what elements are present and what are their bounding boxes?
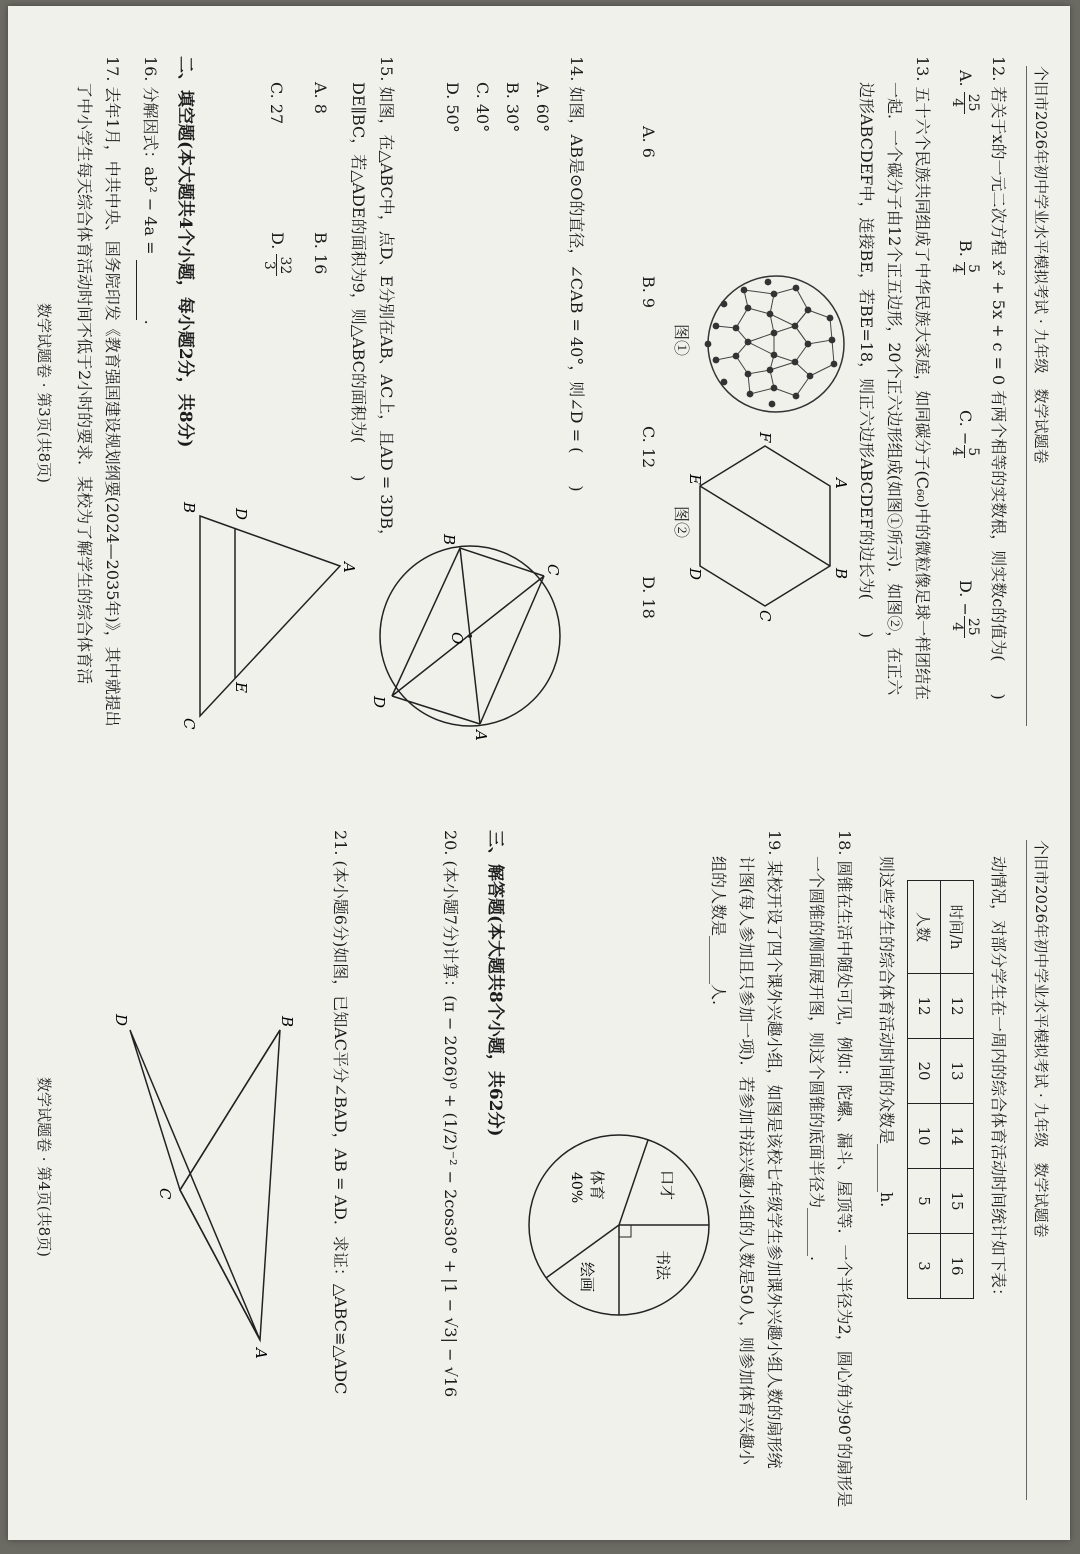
question-19-line2: 计图(每人参加且只参加一项)．若参加书法兴趣小组的人数是50人，则参加体育兴趣小: [737, 856, 756, 1465]
pie-label-shufa: 书法: [654, 1250, 672, 1281]
q14-option-b: B. 30°: [503, 82, 522, 133]
activity-time-table: [907, 880, 974, 1299]
hex-label-c: C: [756, 610, 774, 622]
q13-option-d: D. 18: [639, 576, 658, 619]
quad-label-b: B: [278, 1016, 296, 1028]
q14-option-c: C. 40°: [473, 82, 492, 133]
quad-label-d: D: [112, 1014, 130, 1027]
q14-option-d: D. 50°: [443, 82, 462, 133]
q13-option-b: B. 9: [639, 276, 658, 309]
question-16: 16. 分解因式：ab² − 4a = .: [136, 56, 164, 325]
circle-label-b: B: [440, 534, 458, 546]
pie-divider: [619, 1140, 648, 1225]
circle-label-o: O: [448, 632, 466, 645]
triangle-abc-figure: [180, 502, 358, 730]
q15-option-b: B. 16: [311, 232, 330, 275]
section-3-title: 三、解答题(本大题共8个小题，共62分): [485, 830, 505, 1137]
circle-label-d: D: [370, 696, 388, 709]
q12-option-d: D. − 25 4: [949, 580, 981, 636]
question-17-line1: 17. 去年1月，中共中央、国务院印发《教育强国建设规划纲要(2024—2035年)》，其中就提出: [103, 56, 122, 727]
question-19-line1: 19. 某校开设了四个课外兴趣小组，如图是该校七年级学生参加课外兴趣小组人数的扇形统: [765, 830, 784, 1469]
page-3: [8, 6, 1070, 780]
table-head-count: 人数: [908, 881, 941, 974]
q12-option-a: A. 25 4: [949, 70, 981, 112]
exam-paper: [8, 6, 1070, 1540]
q15-option-d: D. 32 3: [261, 232, 293, 275]
question-13-line3: 边形ABCDEF中，连接BE，若BE=18，则正六边形ABCDEF的边长为( ): [857, 82, 876, 639]
q13-option-c: C. 12: [639, 426, 658, 469]
table-cell: 15: [941, 1169, 974, 1234]
table-cell: 16: [941, 1234, 974, 1299]
question-19-line3: 组的人数是______人.: [709, 856, 728, 1006]
page-header: 个旧市2026年初中学业水平模拟考试 · 九年级 数学试题卷: [1026, 66, 1052, 726]
tri-label-c: C: [180, 718, 198, 730]
hex-label-f: F: [756, 432, 774, 443]
table-cell: 3: [908, 1234, 941, 1299]
c60-ball-figure: [698, 264, 848, 424]
section-2-title: 二、填空题(本大题共4个小题，每小题2分，共8分): [175, 56, 195, 448]
table-cell: 14: [941, 1104, 974, 1169]
circle-label-c: C: [544, 564, 562, 576]
hex-label-b: B: [832, 568, 850, 580]
question-15-line2: DE∥BC，若△ADE的面积为9，则△ABC的面积为( ): [349, 82, 368, 482]
q16-answer-blank[interactable]: [136, 260, 155, 320]
figure-2-label: 图②: [672, 506, 691, 539]
question-15-line1: 15. 如图，在△ABC中，点D、E分别在AB、AC上，且AD = 3DB，: [377, 56, 396, 546]
pie-label-huihua: 绘画: [578, 1262, 596, 1293]
quadrilateral-abcd-figure: [110, 1010, 300, 1370]
tri-label-b: B: [180, 502, 198, 514]
q15-option-a: A. 8: [311, 82, 330, 114]
pie-chart: [524, 1130, 714, 1320]
question-17-line2: 了中小学生每天综合体育活动时间不低于2小时的要求．某校为了解学生的综合体育活: [75, 82, 94, 685]
circle-o-figure: [370, 534, 570, 741]
table-row: [908, 881, 941, 1299]
hexagon-figure: [686, 432, 850, 626]
question-14-stem: 14. 如图，AB是⊙O的直径，∠CAB = 40°，则∠D = ( ): [567, 56, 586, 492]
pie-label-tiyu: 体育: [588, 1170, 606, 1201]
page-4-footer: 数学试题卷 · 第4页(共8页): [35, 1076, 53, 1258]
table-cell: 5: [908, 1169, 941, 1234]
table-head-time: 时间/h: [941, 881, 974, 974]
hex-label-d: D: [686, 568, 704, 581]
table-cell: 20: [908, 1039, 941, 1104]
q12-option-b: B. 5 4: [949, 240, 981, 273]
q13-option-a: A. 6: [639, 126, 658, 158]
tri-label-e: E: [232, 682, 250, 693]
page-header-right: 个旧市2026年初中学业水平模拟考试 · 九年级 数学试题卷: [1026, 840, 1052, 1500]
hex-label-e: E: [686, 474, 704, 485]
rotated-spread: [8, 6, 1070, 1554]
tri-label-a: A: [340, 562, 358, 573]
table-cell: 12: [908, 974, 941, 1039]
question-13-line2: 一起．一个碳分子由12个正五边形，20个正六边形组成(如图①所示)．如图②，在正六: [885, 82, 904, 696]
question-17-after: 则这些学生的综合体育活动时间的众数是______h.: [877, 856, 896, 1208]
hex-label-a: A: [832, 478, 850, 489]
tri-label-d: D: [232, 508, 250, 521]
page-4: [8, 780, 1070, 1554]
question-12-stem: 12. 若关于x的一元二次方程 x² + 5x + c = 0 有两个相等的实数根，则实数c的值为( ): [989, 56, 1008, 700]
table-row: [941, 881, 974, 1299]
q14-option-a: A. 60°: [533, 82, 552, 133]
table-cell: 10: [908, 1104, 941, 1169]
question-13-line1: 13. 五十六个民族共同组成了中华民族大家庭，如同碳分子(C₆₀)中的微粒像足球一样团结在: [913, 56, 932, 701]
question-18-line2: 一个圆锥的侧面展开图，则这个圆锥的底面半径为______.: [807, 856, 826, 1262]
q15-option-c: C. 27: [267, 82, 286, 125]
page-3-footer: 数学试题卷 · 第3页(共8页): [35, 302, 53, 484]
pie-value-tiyu: 40%: [568, 1172, 584, 1204]
question-21-stem: 21. (本小题6分)如图，已知AC平分∠BAD，AB = AD．求证：△ABC≌△ADC: [331, 830, 350, 1395]
question-20: 20. (本小题7分)计算：(π − 2026)⁰ + (1/2)⁻² − 2cos30° + |1 − √3| − √16: [441, 830, 460, 1398]
question-17-line3: 动情况，对部分学生在一周内的综合体育活动时间统计如下表：: [989, 856, 1008, 1305]
question-18-line1: 18. 圆锥在生活中随处可见，例如：陀螺、漏斗、屋顶等．一个半径为2，圆心角为90°的扇形是: [835, 830, 854, 1508]
table-cell: 13: [941, 1039, 974, 1104]
figure-1-label: 图①: [672, 324, 691, 357]
table-cell: 12: [941, 974, 974, 1039]
pie-label-koucai: 口才: [658, 1170, 676, 1201]
q12-option-c: C. − 5 4: [949, 410, 981, 457]
circle-label-a: A: [472, 730, 490, 741]
quad-label-a: A: [252, 1348, 270, 1359]
quad-label-c: C: [156, 1188, 174, 1200]
